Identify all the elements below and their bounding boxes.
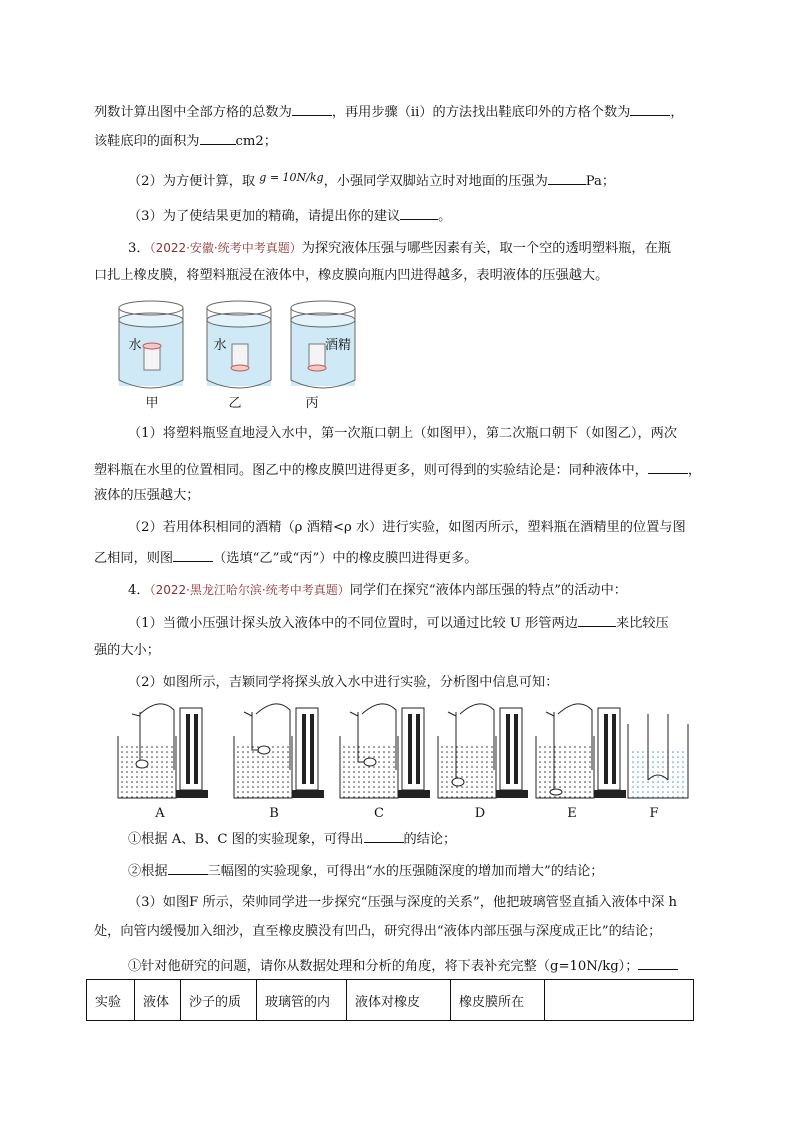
text: 处，向管内缓慢加入细沙，直至橡皮膜没有凹凸，研究得出“液体内部压强与深度成正比”的结论；	[94, 924, 662, 939]
text-line	[128, 955, 678, 977]
pressure-gauge-figure	[110, 700, 700, 806]
text-line	[128, 893, 677, 913]
answer-blank	[400, 205, 438, 220]
text: 液体的压强越大；	[94, 488, 200, 503]
figure-label: 丙	[305, 396, 319, 411]
figure-label: 甲	[145, 396, 159, 411]
answer-blank	[578, 612, 616, 627]
table-header-cell: 橡皮膜所在	[451, 980, 545, 1021]
text: （2）为方便计算，取	[128, 174, 256, 189]
question-number: 3．	[128, 241, 150, 256]
text: ②根据	[128, 864, 168, 879]
text-line	[94, 101, 684, 123]
table-header-cell: 玻璃管的内	[257, 980, 347, 1021]
answer-blank	[168, 860, 208, 875]
figure-label: E	[567, 806, 577, 821]
text: 乙相同，则图	[94, 551, 174, 566]
table-header-cell: 实验	[87, 980, 135, 1021]
text: ①根据 A、B、C 图的实验现象，可得出	[128, 832, 364, 847]
text: cm2；	[235, 134, 277, 149]
figure-label: D	[474, 806, 486, 821]
text: ，再用步骤（ⅱ）的方法找出鞋底印外的方格个数为	[331, 105, 631, 120]
text-line	[128, 170, 615, 192]
answer-blank	[638, 955, 678, 970]
table-header-cell: 液体对橡皮	[347, 980, 451, 1021]
text-line	[128, 205, 451, 227]
apparatus-c	[340, 704, 430, 798]
text-line	[94, 459, 701, 481]
text: （1）将塑料瓶竖直地浸入水中，第一次瓶口朝上（如图甲），第二次瓶口朝下（如图乙），两次	[128, 426, 678, 441]
text: 口扎上橡皮膜，将塑料瓶浸在液体中，橡皮膜向瓶内凹进得越多，表明液体的压强越大。	[94, 268, 609, 283]
text: （2）若用体积相同的酒精（ρ 酒精<ρ 水）进行实验，如图丙所示，塑料瓶在酒精里的位置与图	[128, 520, 686, 535]
text: 来比较压	[615, 616, 669, 631]
text: （1）当微小压强计探头放入液体中的不同位置时，可以通过比较 U 形管两边	[128, 616, 578, 631]
table-header-cell: 液体	[135, 980, 181, 1021]
figure-label: F	[649, 806, 659, 821]
question-source: （2022·黑龙江哈尔滨·统考中考真题）	[149, 583, 350, 597]
answer-blank	[292, 101, 332, 116]
text-line	[94, 130, 277, 152]
data-table	[86, 979, 694, 1021]
text: （3）为了使结果更加的精确，请提出你的建议	[128, 209, 401, 224]
figure-label: 乙	[228, 396, 242, 411]
answer-blank	[200, 130, 236, 145]
liquid-label: 酒精	[324, 338, 351, 353]
figure-label: B	[269, 806, 279, 821]
text: 同学们在探究“液体内部压强的特点”的活动中：	[349, 583, 627, 598]
table-row	[87, 980, 694, 1021]
question-number: 4．	[128, 583, 150, 598]
text: 塑料瓶在水里的位置相同。图乙中的橡皮膜凹进得更多，则可得到的实验结论是：同种液体中，	[94, 463, 648, 478]
formula: g = 10N/kg	[259, 171, 324, 184]
apparatus-e	[536, 704, 626, 798]
apparatus-d	[438, 704, 528, 798]
figure-label: A	[155, 806, 165, 821]
text-line	[94, 641, 160, 661]
text-line	[128, 673, 558, 693]
text: 为探究液体压强与哪些因素有关，取一个空的透明塑料瓶，在瓶	[301, 241, 671, 256]
text-line	[128, 828, 456, 850]
text: Pa；	[585, 174, 616, 189]
text-line	[94, 922, 661, 942]
figure-label: C	[374, 806, 384, 821]
text-line	[94, 266, 608, 286]
text: ，小强同学双脚站立时对地面的压强为	[323, 174, 548, 189]
answer-blank	[173, 547, 213, 562]
text-line	[128, 612, 669, 634]
liquid-label: 水	[213, 338, 227, 353]
text: ，	[687, 463, 702, 478]
liquid-label: 水	[128, 338, 142, 353]
answer-blank	[648, 459, 688, 474]
text: ①针对他研究的问题，请你从数据处理和分析的角度，将下表补充完整（g=10N/kg）；	[128, 959, 639, 974]
apparatus-a	[118, 704, 208, 798]
answer-blank	[364, 828, 404, 843]
question-source: （2022·安徽·统考中考真题）	[149, 241, 302, 255]
text-line	[128, 518, 686, 538]
text: ，	[670, 105, 684, 120]
question-3-header	[128, 238, 671, 259]
answer-blank	[548, 170, 586, 185]
text: （选填“乙”或“丙”）中的橡皮膜凹进得更多。	[213, 551, 478, 566]
apparatus-b	[234, 704, 324, 798]
text: 列数计算出图中全部方格的总数为	[94, 105, 292, 120]
text: 强的大小；	[94, 643, 160, 658]
table-header-cell: 沙子的质	[181, 980, 257, 1021]
text: （3）如图F 所示，荣帅同学进一步探究“压强与深度的关系”，他把玻璃管竖直插入液体中深 h	[128, 895, 678, 910]
text-line	[94, 547, 477, 569]
question-4-header	[128, 580, 627, 601]
table-header-cell	[545, 980, 694, 1021]
text: 该鞋底印的面积为	[94, 134, 200, 149]
text: 的结论；	[403, 832, 457, 847]
text-line	[128, 860, 603, 882]
text: （2）如图所示，吉颖同学将探头放入水中进行实验，分析图中信息可知：	[128, 675, 559, 690]
text: 三幅图的实验现象，可得出“水的压强随深度的增加而增大”的结论；	[207, 864, 604, 879]
text-line	[94, 486, 200, 506]
text-line	[128, 424, 677, 444]
answer-blank	[630, 101, 670, 116]
apparatus-f	[628, 714, 688, 798]
text: 。	[438, 209, 452, 224]
